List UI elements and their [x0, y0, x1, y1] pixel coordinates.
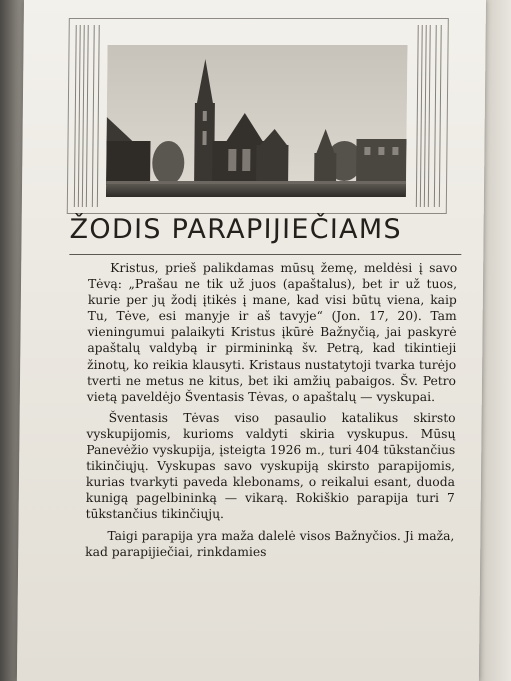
leaflet-page	[17, 0, 486, 681]
article-body	[85, 260, 457, 560]
paragraph: Kristus, prieš palikdamas mūsų žemę, meldėsi į savo Tėvą: „Prašau ne tik už juos (apaštalus), bet ir už tuos, kurie per jų žodį įtikės į mane, kad visi būtų viena, kaip Tu, Tėve, esi manyje ir aš tavyje“ (Jon. 17, 20). Tam vieningumui palaikyti Kristus įkūrė Bažnyčią, jai paskyrė apaštalų valdybą ir pirmininką šv. Petrą, kad tikintieji žinotų, ko reikia klausyti. Kristaus nustatytoji tvarka turėjo tverti ne metus ne kitus, bet iki amžių pabaigos. Šv. Petro vietą paveldėjo Šventasis Tėvas, o apaštalų — vyskupai.	[86, 261, 458, 404]
paragraph: Taigi parapija yra maža dalelė visos Bažnyčios. Ji maža, kad parapijiečiai, rinkdamies	[85, 528, 455, 559]
church-photo	[106, 45, 408, 197]
page-title: ŽODIS PARAPIJIEČIAMS	[69, 214, 403, 245]
title-divider	[69, 254, 461, 255]
paragraph: Šventasis Tėvas viso pasaulio katalikus skirsto vyskupijomis, kurioms valdyti skiria vyskupus. Mūsų Panevėžio vyskupija, įsteigta 1926 m., turi 404 tūkstančius tikinčiųjų. Vyskupas savo vyskupiją skirsto parapijomis, kurias tvarkyti paveda klebonams, o reikalui esant, duoda kunigą pagelbininką — vikarą. Rokiškio parapija turi 7 tūkstančius tikinčiųjų.	[85, 410, 456, 522]
photo-frame	[67, 18, 449, 214]
frame-ornament-left	[74, 25, 100, 207]
frame-ornament-right	[416, 25, 442, 207]
